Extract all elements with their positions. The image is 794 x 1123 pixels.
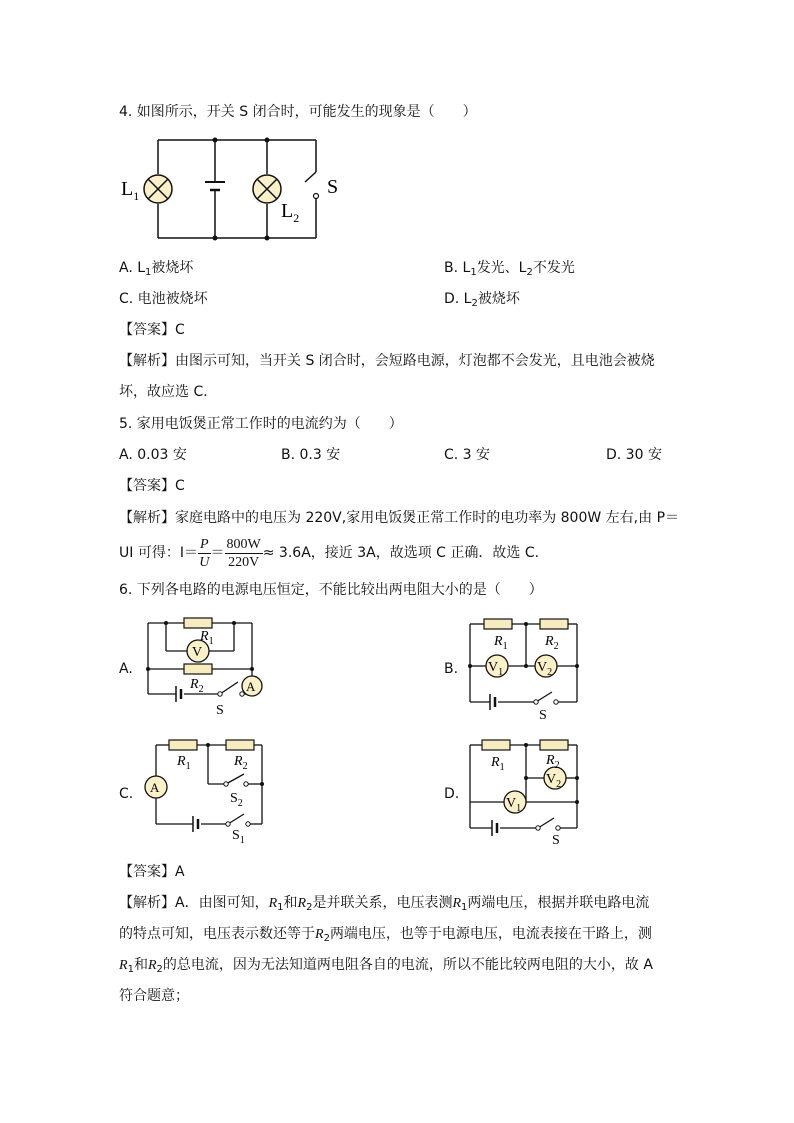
svg-text:V2: $V_2$ xyxy=(546,772,562,790)
svg-text:R1: $R_1$ xyxy=(494,634,508,652)
q6-analysis-line2: 的特点可知，电压表示数还等于$R_2$两端电压，也等于电源电压，电流表接在干路上，测 xyxy=(119,926,652,944)
q6-analysis-line3: $R_1$和$R_2$的总电流，因为无法知道两电阻各自的电流，所以不能比较两电阻的大小，故 A xyxy=(119,957,653,975)
q6-circuit-c xyxy=(140,734,270,846)
svg-text:V: V xyxy=(192,645,203,660)
svg-text:S: S xyxy=(327,176,339,198)
svg-text:L1: $L_1$ xyxy=(121,178,140,203)
q6-circuit-b xyxy=(462,614,587,724)
svg-text:R1: $R_1$ xyxy=(177,754,191,772)
q4-circuit-diagram xyxy=(115,132,355,244)
svg-text:V1: $V_1$ xyxy=(506,796,522,814)
q6-circuit-d-label: D. xyxy=(444,786,460,802)
q5-answer: 【答案】C xyxy=(119,478,185,494)
q6-analysis-line4: 符合题意； xyxy=(119,988,189,1004)
q4-analysis-line1: 【解析】由图示可知，当开关 S 闭合时，会短路电源，灯泡都不会发光，且电池会被烧 xyxy=(119,353,655,369)
svg-text:S: S xyxy=(552,833,560,848)
svg-text:L2: $L_2$ xyxy=(281,200,300,225)
q6-circuit-a-label: A. xyxy=(119,661,133,677)
q6-question: 6. 下列各电路的电源电压恒定，不能比较出两电阻大小的是（ ） xyxy=(119,582,543,598)
q6-circuit-d xyxy=(462,736,587,848)
q6-answer: 【答案】A xyxy=(119,864,185,880)
lamp-l2-icon xyxy=(253,175,281,203)
q5-option-a: A. 0.03 安 xyxy=(119,447,187,463)
svg-text:R2: $R_2$ xyxy=(234,754,248,772)
q6-circuit-b-label: B. xyxy=(444,661,459,677)
svg-text:V1: $V_1$ xyxy=(488,660,504,678)
q4-analysis-line2: 坏，故应选 C． xyxy=(119,384,218,400)
q4-question: 4. 如图所示，开关 S 闭合时，可能发生的现象是（ ） xyxy=(119,104,477,120)
svg-text:S: S xyxy=(216,703,224,718)
q5-option-d: D. 30 安 xyxy=(606,447,662,463)
q5-option-c: C. 3 安 xyxy=(444,447,491,463)
svg-text:A: A xyxy=(150,780,160,795)
fraction-p-over-u: $\frac{P}{U}$ xyxy=(199,536,210,570)
svg-text:R2: $R_2$ xyxy=(190,677,204,695)
svg-text:A: A xyxy=(246,679,256,694)
q4-answer: 【答案】C xyxy=(119,322,185,338)
q4-option-a: A. $L_1$被烧坏 xyxy=(119,260,194,278)
q5-question: 5. 家用电饭煲正常工作时的电流约为（ ） xyxy=(119,416,403,432)
svg-text:R2: $R_2$ xyxy=(545,634,559,652)
q5-analysis-line1: 【解析】家庭电路中的电压为 220V,家用电饭煲正常工作时的电功率为 800W 左右,由 P＝ xyxy=(119,510,680,526)
svg-text:R2: $R_2$ xyxy=(546,753,560,771)
lamp-l1-icon xyxy=(144,175,172,203)
q4-option-c: C. 电池被烧坏 xyxy=(119,291,208,307)
svg-text:R1: $R_1$ xyxy=(200,629,214,647)
q6-circuit-c-label: C. xyxy=(119,786,134,802)
svg-text:S1: $S_1$ xyxy=(232,828,245,846)
q6-analysis-line1: 【解析】A．由图可知，$R_1$和$R_2$是并联关系，电压表测$R_1$两端电压，根据并联电路电流 xyxy=(119,895,650,913)
svg-text:R1: $R_1$ xyxy=(491,755,505,773)
q4-option-b: B. $L_1$发光、$L_2$不发光 xyxy=(444,260,575,278)
fraction-power-over-voltage: $\frac{800W}{220V}$ xyxy=(226,536,261,570)
q5-analysis-line2: UI 可得：I＝ $\frac{P}{U}$ ＝ $\frac{800W}{220V}$ ≈ 3.6A，接近 3A，故选项 C 正确．故选 C. xyxy=(119,536,540,570)
svg-text:S2: $S_2$ xyxy=(230,791,243,809)
svg-text:V2: $V_2$ xyxy=(537,660,553,678)
svg-text:S: S xyxy=(539,708,547,723)
q4-option-d: D. $L_2$被烧坏 xyxy=(444,291,520,309)
q6-circuit-a xyxy=(140,608,275,718)
q5-option-b: B. 0.3 安 xyxy=(281,447,341,463)
